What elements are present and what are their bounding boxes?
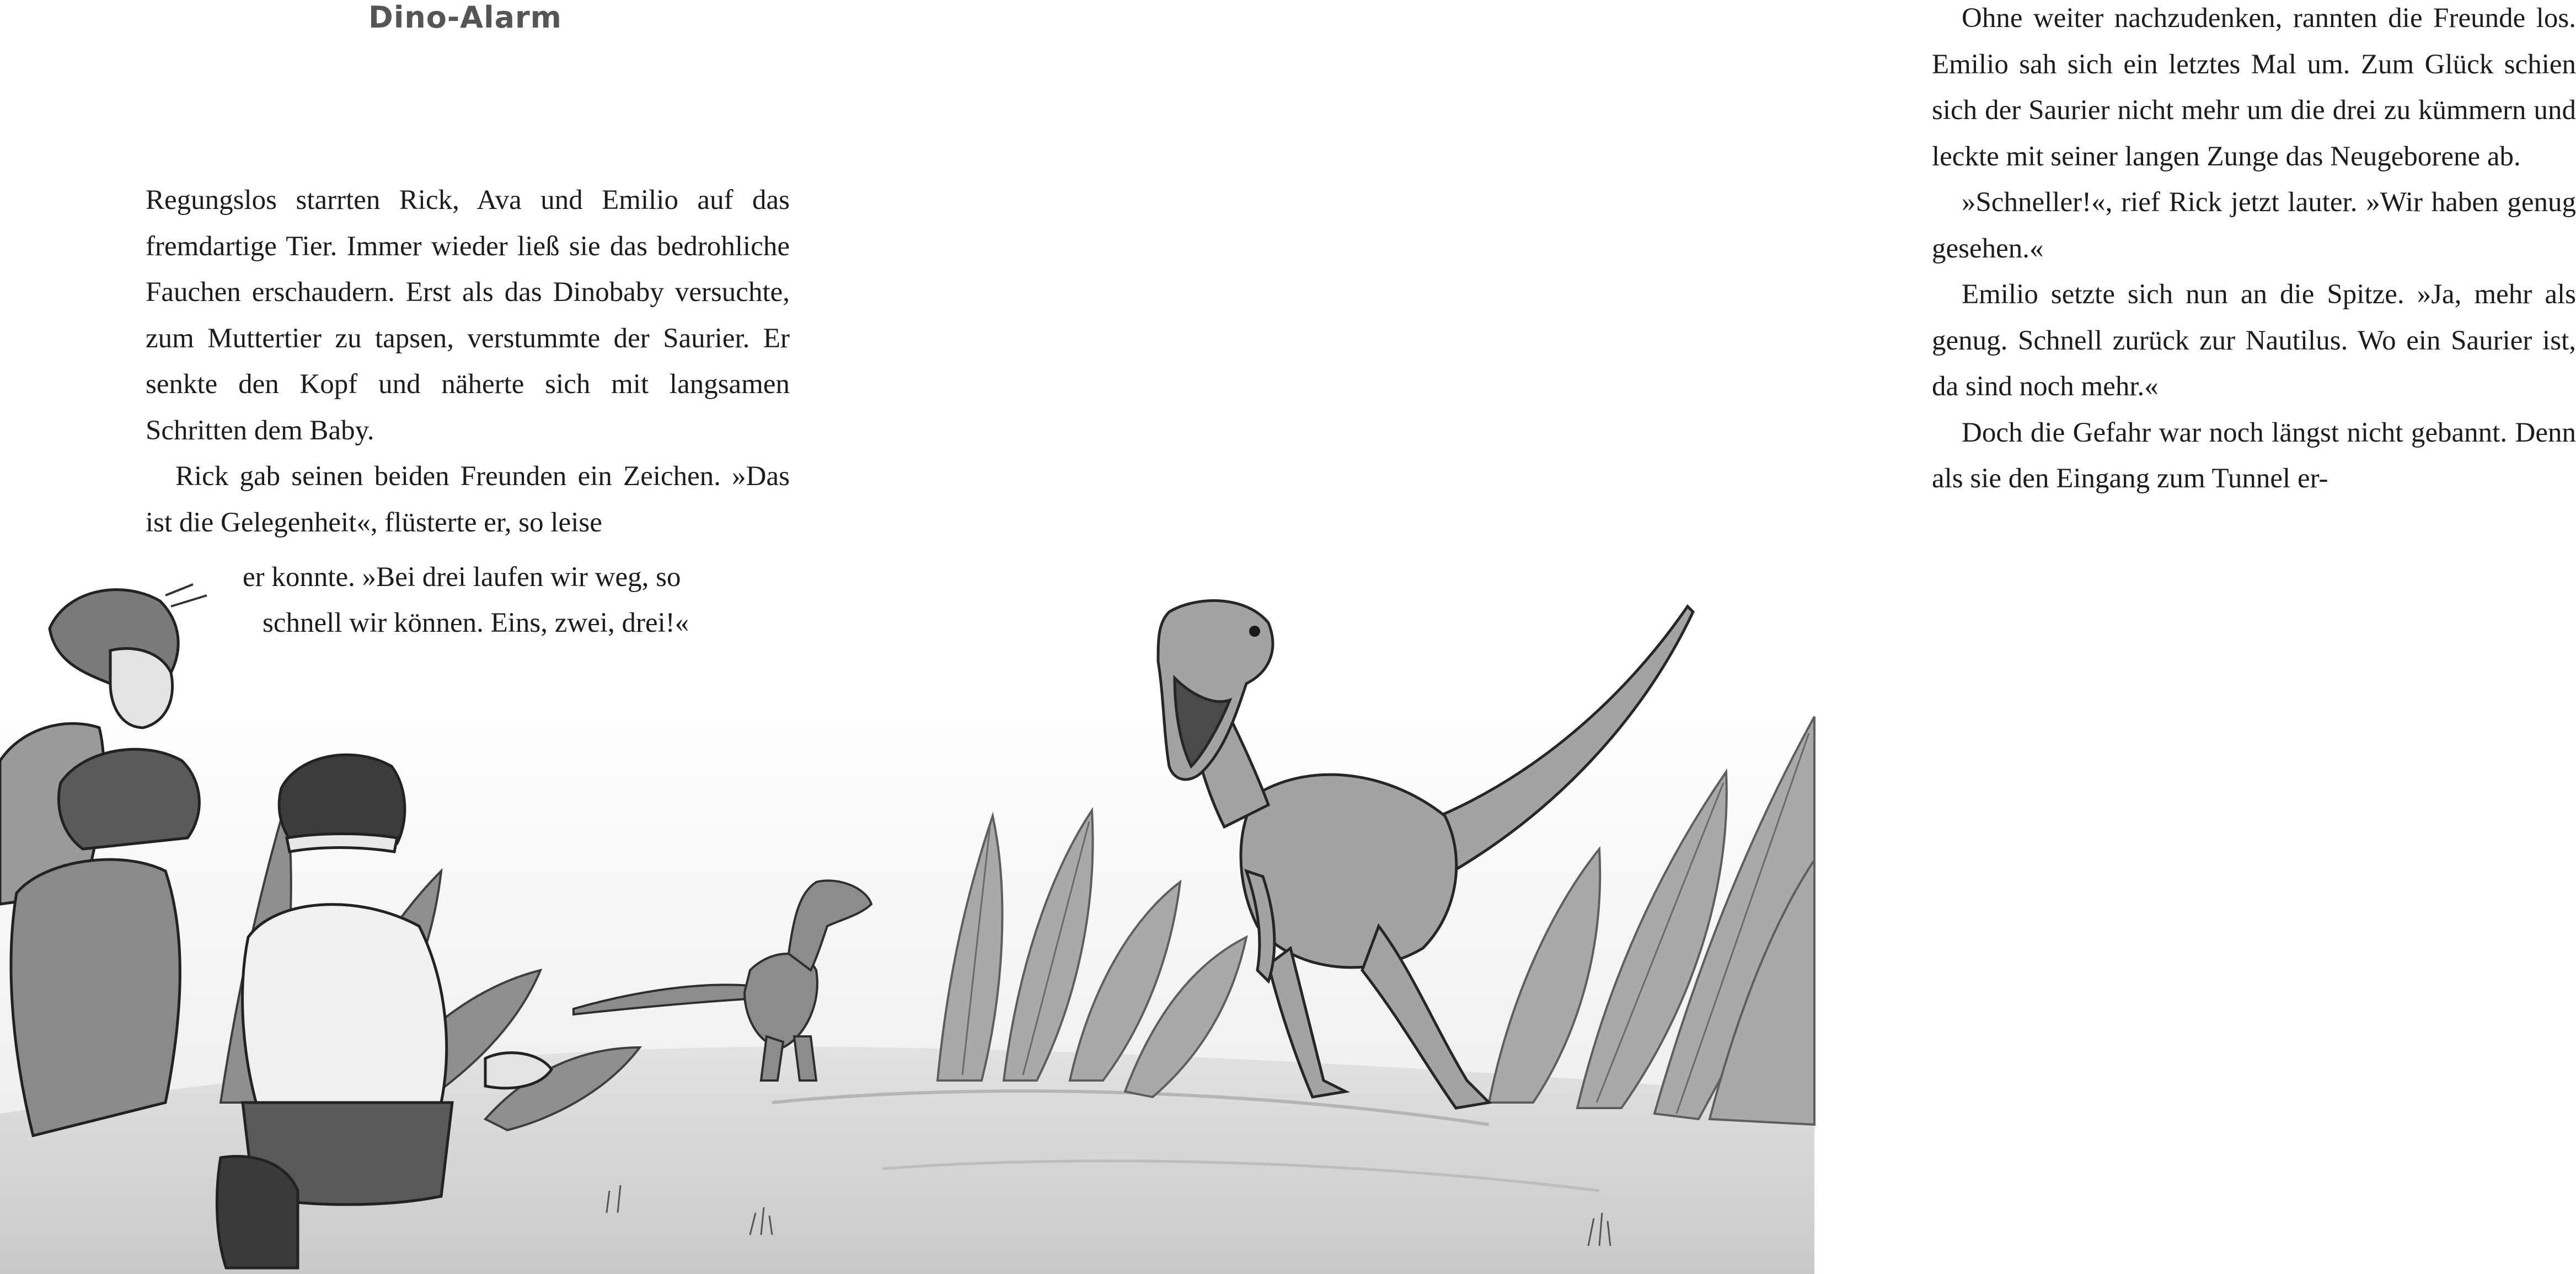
chapter-title: Dino-Alarm (368, 0, 562, 35)
paragraph-doch-die-gefahr: Doch die Gefahr war noch längst nicht gebannt. Denn als sie den Eingang zum Tunnel er- (1932, 417, 2576, 494)
left-page-shaped-line-2: schnell wir können. Eins, zwei, drei!« (263, 608, 689, 638)
paragraph-ohne-weiter: Ohne weiter nachzudenken, rannten die Freunde los. Emilio sah sich ein letztes Mal um. Zum Glück schien sich der Saurier nicht mehr um die drei zu kümmern und leckte mit seiner langen Zunge das Neugeborene ab. (1932, 3, 2576, 172)
left-page (0, 0, 907, 1274)
paragraph-emilio-setzte: Emilio setzte sich nun an die Spitze. »Ja, mehr als genug. Schnell zurück zur Nautilus. Wo ein Saurier ist, da sind noch mehr.« (1932, 279, 2576, 402)
paragraph-schneller: »Schneller!«, rief Rick jetzt lauter. »Wir haben genug gesehen.« (1932, 187, 2576, 264)
right-page (907, 0, 2576, 1274)
left-page-paragraph-1 (146, 178, 790, 546)
paragraph-regungslos: Regungslos starrten Rick, Ava und Emilio auf das fremdartige Tier. Immer wieder ließ sie das bedrohliche Fauchen erschaudern. Erst als das Dinobaby versuchte, zum Muttertier zu tapsen, verstummte der Saurier. Er senkte den Kopf und näherte sich mit langsamen Schritten dem Baby. (146, 185, 790, 446)
paragraph-rick-gab: Rick gab seinen beiden Freunden ein Zeichen. »Das ist die Gelegenheit«, flüsterte er, so leise (146, 461, 790, 538)
right-page-text (1932, 0, 2576, 502)
left-page-shaped-line-1: er konnte. »Bei drei laufen wir weg, so (243, 562, 681, 593)
